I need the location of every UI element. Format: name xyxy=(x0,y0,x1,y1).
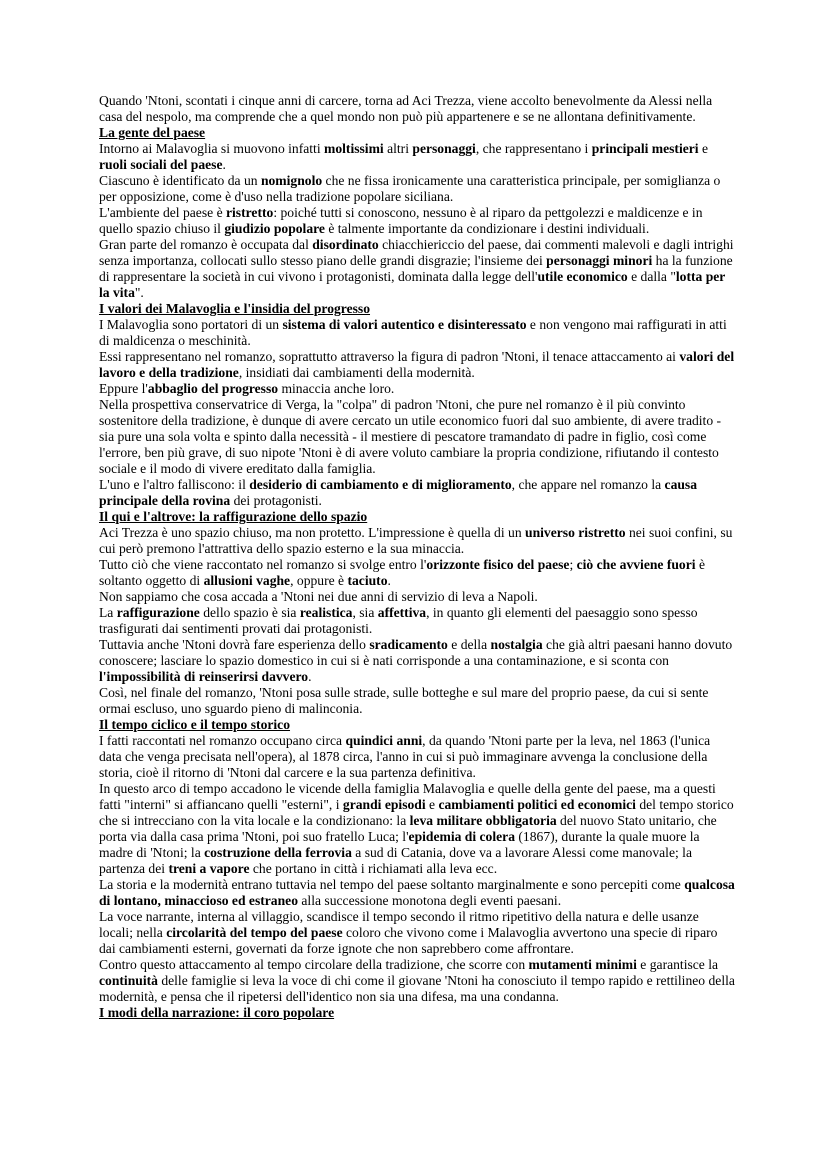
bold-text-run: personaggi minori xyxy=(546,253,653,268)
bold-text-run: personaggi xyxy=(412,141,476,156)
text-run: , oppure è xyxy=(290,573,348,588)
text-run: , da quando 'Ntoni parte per la leva, nel 1863 (l'unica data che venga precisata nell'opera), al 1878 circa, l'anno in cui si può immaginare avvenga la conclusione della storia, cioè il ritorno di 'Ntoni dal carcere e la sua partenza definitiva. xyxy=(99,733,711,780)
text-run: Aci Trezza è uno spazio chiuso, ma non protetto. L'impressione è quella di un xyxy=(99,525,526,540)
text-run: e non vengono mai raffigurati in atti di maldicenza o meschinità. xyxy=(99,317,727,348)
text-run: , sia xyxy=(352,605,378,620)
text-run: è talmente importante da condizionare i destini individuali. xyxy=(324,221,650,236)
paragraph xyxy=(99,381,735,397)
text-run: e garantisce la xyxy=(636,957,719,972)
text-run: ". xyxy=(134,285,144,300)
paragraph xyxy=(99,205,735,237)
text-run: In questo arco di tempo accadono le vicende della famiglia Malavoglia e quelle della gente del paese, ma a questi fatti "interni" si affiancano quelli "esterni", i xyxy=(99,781,716,812)
text-run: nei suoi confini, su cui però premono l'attrattiva dello spazio esterno e la sua minaccia. xyxy=(99,525,733,556)
text-run: Tutto ciò che viene raccontato nel romanzo si svolge entro l' xyxy=(99,557,427,572)
text-run: Intorno ai Malavoglia si muovono infatti xyxy=(99,141,325,156)
text-run: (1867), durante la quale muore la madre di 'Ntoni; la xyxy=(99,829,700,860)
text-run: I fatti raccontati nel romanzo occupano circa xyxy=(99,733,346,748)
text-run: Gran parte del romanzo è occupata dal xyxy=(99,237,313,252)
text-run: Nella prospettiva conservatrice di Verga, la "colpa" di padron 'Ntoni, che pure nel romanzo è il più convinto sostenitore della tradizione, è dunque di avere cercato un utile economico fuori dal suo ambiente, di avere tradito - sia pure una sola volta e spinto dalla necessità - il mestiere di pescatore tramandato di padre in figlio, così come l'errore, ben più grave, di suo nipote 'Ntoni è di avere voluto cambiare la propria condizione, rifiutando il contesto sociale e il modo di vivere ereditato dalla famiglia. xyxy=(99,397,722,476)
text-run: Così, nel finale del romanzo, 'Ntoni posa sulle strade, sulle botteghe e sul mare del proprio paese, da cui si sente ormai escluso, uno sguardo pieno di malinconia. xyxy=(99,685,709,716)
bold-text-run: universo ristretto xyxy=(525,525,626,540)
text-run: alla successione monotona degli eventi paesani. xyxy=(298,893,562,908)
paragraph xyxy=(99,397,735,477)
bold-text-run: lotta per la vita xyxy=(99,269,726,300)
bold-text-run: ristretto xyxy=(226,205,274,220)
bold-text-run: nostalgia xyxy=(490,637,543,652)
bold-text-run: desiderio di cambiamento e di miglioramento xyxy=(249,477,512,492)
text-run: e della xyxy=(447,637,491,652)
text-run: . xyxy=(308,669,312,684)
bold-text-run: nomignolo xyxy=(260,173,323,188)
paragraph xyxy=(99,173,735,205)
bold-text-run: orizzonte fisico del paese xyxy=(426,557,570,572)
paragraph xyxy=(99,349,735,381)
bold-text-run: sradicamento xyxy=(369,637,448,652)
text-run: che già altri paesani hanno dovuto conoscere; lasciare lo spazio domestico in cui si è nati corrisponde a una contaminazione, e si sconta con xyxy=(99,637,733,668)
text-run: che ne fissa ironicamente una caratteristica principale, per somiglianza o per opposizione, come è d'uso nella tradizione popolare siciliana. xyxy=(99,173,721,204)
bold-text-run: utile economico xyxy=(537,269,628,284)
bold-text-run: costruzione della ferrovia xyxy=(204,845,352,860)
bold-text-run: causa principale della rovina xyxy=(99,477,698,508)
text-run: del tempo storico che si intrecciano con la vita locale e la condizionano: la xyxy=(99,797,734,828)
text-run: chiacchiericcio del paese, dai commenti malevoli e dagli intrighi senza importanza, collocati sullo stesso piano delle grandi disgrazie; l'insieme dei xyxy=(99,237,734,268)
bold-text-run: I valori dei Malavoglia e l'insidia del progresso xyxy=(99,301,371,316)
text-run: Tuttavia anche 'Ntoni dovrà fare esperienza dello xyxy=(99,637,370,652)
text-run: a sud di Catania, dove va a lavorare Alessi come manovale; la partenza dei xyxy=(99,845,692,876)
paragraph xyxy=(99,637,735,685)
bold-text-run: epidemia di colera xyxy=(408,829,515,844)
text-run: minaccia anche loro. xyxy=(278,381,395,396)
text-run: che portano in città i richiamati alla leva ecc. xyxy=(249,861,498,876)
bold-text-run: disordinato xyxy=(312,237,379,252)
section-heading xyxy=(99,717,735,733)
text-run: L'uno e l'altro falliscono: il xyxy=(99,477,250,492)
text-run: L'ambiente del paese è xyxy=(99,205,226,220)
text-run: e dalla " xyxy=(627,269,676,284)
paragraph xyxy=(99,557,735,589)
bold-text-run: Il qui e l'altrove: la raffigurazione dello spazio xyxy=(99,509,368,524)
bold-text-run: l'impossibilità di reinserirsi davvero xyxy=(99,669,309,684)
paragraph xyxy=(99,589,735,605)
bold-text-run: Il tempo ciclico e il tempo storico xyxy=(99,717,291,732)
text-run: del nuovo Stato unitario, che porta via dalla casa prima 'Ntoni, poi suo fratello Luca; l' xyxy=(99,813,717,844)
bold-text-run: ruoli sociali del paese xyxy=(99,157,223,172)
bold-text-run: quindici anni xyxy=(345,733,423,748)
bold-text-run: principali mestieri xyxy=(591,141,699,156)
paragraph xyxy=(99,93,735,125)
bold-text-run: La gente del paese xyxy=(99,125,206,140)
bold-text-run: grandi episodi xyxy=(342,797,426,812)
text-run: è soltanto oggetto di xyxy=(99,557,705,588)
bold-text-run: I modi della narrazione: il coro popolare xyxy=(99,1005,335,1020)
text-run: Non sappiamo che cosa accada a 'Ntoni nei due anni di servizio di leva a Napoli. xyxy=(99,589,538,604)
text-run: La xyxy=(99,605,117,620)
bold-text-run: valori del lavoro e della tradizione xyxy=(99,349,735,380)
bold-text-run: realistica xyxy=(299,605,353,620)
paragraph xyxy=(99,477,735,509)
text-run: , che appare nel romanzo la xyxy=(511,477,665,492)
paragraph xyxy=(99,237,735,301)
text-run: delle famiglie si leva la voce di chi come il giovane 'Ntoni ha conosciuto il tempo rapido e rettilineo della modernità, e pensa che il ripetersi dell'identico non sia una difesa, ma una condanna. xyxy=(99,973,735,1004)
bold-text-run: cambiamenti politici ed economici xyxy=(438,797,636,812)
paragraph xyxy=(99,141,735,173)
paragraph xyxy=(99,317,735,349)
text-run: ; xyxy=(569,557,577,572)
section-heading xyxy=(99,509,735,525)
text-run: I Malavoglia sono portatori di un xyxy=(99,317,283,332)
paragraph xyxy=(99,605,735,637)
section-heading xyxy=(99,125,735,141)
text-run: . xyxy=(222,157,226,172)
section-heading xyxy=(99,301,735,317)
paragraph xyxy=(99,781,735,877)
text-run: e xyxy=(698,141,709,156)
paragraph xyxy=(99,733,735,781)
text-run: , in quanto gli elementi del paesaggio sono spesso trasfigurati dai sentimenti provati dai protagonisti. xyxy=(99,605,698,636)
bold-text-run: raffigurazione xyxy=(116,605,200,620)
bold-text-run: treni a vapore xyxy=(168,861,250,876)
text-run: La storia e la modernità entrano tuttavia nel tempo del paese soltanto marginalmente e sono percepiti come xyxy=(99,877,685,892)
text-run: , che rappresentano i xyxy=(475,141,592,156)
text-run: , insidiati dai cambiamenti della modernità. xyxy=(238,365,475,380)
bold-text-run: affettiva xyxy=(377,605,427,620)
bold-text-run: leva militare obbligatoria xyxy=(409,813,557,828)
text-run: La voce narrante, interna al villaggio, scandisce il tempo secondo il ritmo ripetitivo della natura e delle usanze locali; nella xyxy=(99,909,699,940)
bold-text-run: taciuto xyxy=(347,573,388,588)
text-run: Essi rappresentano nel romanzo, soprattutto attraverso la figura di padron 'Ntoni, il tenace attaccamento ai xyxy=(99,349,680,364)
bold-text-run: circolarità del tempo del paese xyxy=(166,925,343,940)
bold-text-run: continuità xyxy=(99,973,158,988)
text-run: ha la funzione di rappresentare la società in cui vivono i protagonisti, dominata dalla legge dell' xyxy=(99,253,733,284)
paragraph xyxy=(99,685,735,717)
bold-text-run: allusioni vaghe xyxy=(203,573,291,588)
paragraph xyxy=(99,909,735,957)
bold-text-run: abbaglio del progresso xyxy=(147,381,279,396)
bold-text-run: mutamenti minimi xyxy=(528,957,637,972)
text-run: e xyxy=(425,797,439,812)
bold-text-run: moltissimi xyxy=(324,141,384,156)
bold-text-run: ciò che avviene fuori xyxy=(576,557,696,572)
section-heading xyxy=(99,1005,735,1021)
text-run: . xyxy=(387,573,391,588)
text-run: altri xyxy=(383,141,413,156)
bold-text-run: giudizio popolare xyxy=(224,221,325,236)
paragraph xyxy=(99,525,735,557)
bold-text-run: sistema di valori autentico e disinteressato xyxy=(282,317,527,332)
text-run: Contro questo attaccamento al tempo circolare della tradizione, che scorre con xyxy=(99,957,529,972)
paragraph xyxy=(99,877,735,909)
text-run: Ciascuno è identificato da un xyxy=(99,173,261,188)
text-run: dello spazio è sia xyxy=(199,605,300,620)
paragraph xyxy=(99,957,735,1005)
text-run: coloro che vivono come i Malavoglia avvertono una specie di riparo dai cambiamenti esterni, governati da forze ignote che non saprebbero come affrontare. xyxy=(99,925,718,956)
text-run: Quando 'Ntoni, scontati i cinque anni di carcere, torna ad Aci Trezza, viene accolto benevolmente da Alessi nella casa del nespolo, ma comprende che a quel mondo non può più appartenere e se ne allontana definitivamente. xyxy=(99,93,713,124)
text-run: dei protagonisti. xyxy=(230,493,322,508)
document-content xyxy=(99,93,735,1021)
bold-text-run: qualcosa di lontano, minaccioso ed estraneo xyxy=(99,877,735,908)
text-run: : poiché tutti si conoscono, nessuno è al riparo da pettgolezzi e maldicenze e in quello spazio chiuso il xyxy=(99,205,703,236)
text-run: Eppure l' xyxy=(99,381,148,396)
